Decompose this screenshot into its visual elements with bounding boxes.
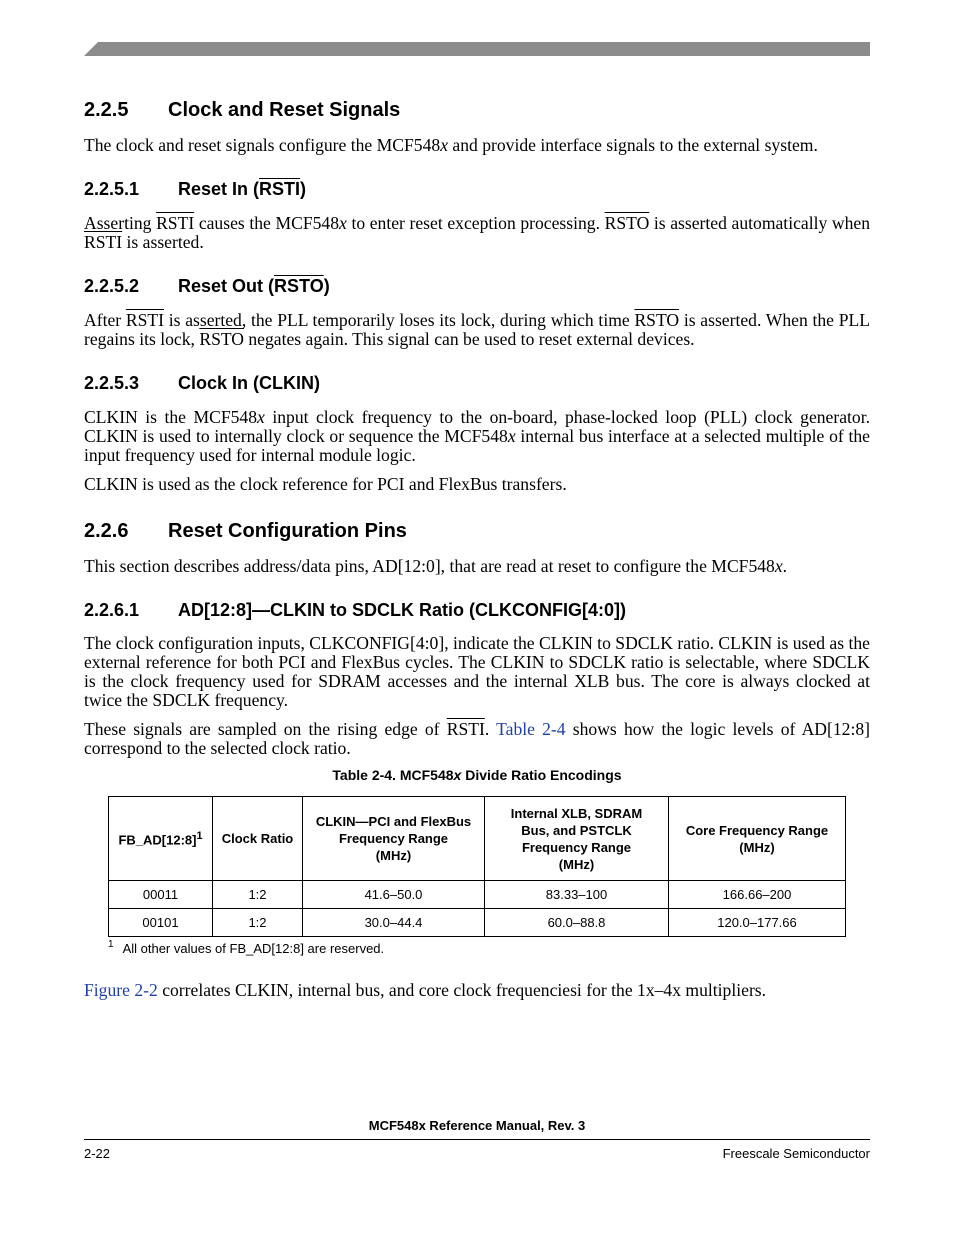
header-clock-ratio: Clock Ratio — [213, 797, 303, 881]
paragraph-2-2-6-1-b: These signals are sampled on the rising edge of RSTI. Table 2-4 shows how the logic levels of AD[12:8] correspond to the selected clock ratio. — [84, 719, 870, 758]
header-fb-ad: FB_AD[12:8]$^1$ — [109, 797, 213, 881]
section-heading-2-2-6-1: 2.2.6.1 AD[12:8]—CLKIN to SDCLK Ratio (CLKCONFIG[4:0]) — [84, 600, 626, 620]
section-heading-2-2-5-2: 2.2.5.2 Reset Out (RSTO) — [84, 276, 330, 296]
table-row — [109, 909, 846, 937]
footer-page-number: 2-22 — [84, 1146, 111, 1161]
cell-clkin-range: 30.0–44.4 — [303, 909, 485, 937]
paragraph-2-2-5-1: Asserting RSTI causes the MCF548x to enter reset exception processing. RSTO is asserted automatically when RSTI is asserted. — [84, 213, 871, 252]
table-row — [109, 881, 846, 909]
header-xlb-range: Internal XLB, SDRAM Bus, and PSTCLK Frequency Range (MHz) — [485, 797, 669, 881]
section-heading-2-2-6: 2.2.6 Reset Configuration Pins — [84, 520, 407, 542]
paragraph-2-2-6: This section describes address/data pins, AD[12:0], that are read at reset to configure the MCF548x. — [84, 556, 788, 576]
cell-clock-ratio: 1:2 — [213, 881, 303, 909]
figure-2-2-link[interactable]: Figure 2-2 — [84, 980, 158, 1000]
cell-xlb-range: 83.33–100 — [485, 881, 669, 909]
table-2-4-link[interactable]: Table 2-4 — [496, 719, 566, 739]
paragraph-2-2-5-2: After RSTI is asserted, the PLL temporarily loses its lock, during which time RSTO is asserted. When the PLL regains its lock, RSTO negates again. This signal can be used to reset external devices. — [84, 310, 870, 349]
cell-core-range: 120.0–177.66 — [669, 909, 846, 937]
section-heading-2-2-5-1: 2.2.5.1 Reset In (RSTI) — [84, 179, 307, 199]
paragraph-2-2-5-3-b: CLKIN is used as the clock reference for PCI and FlexBus transfers. — [84, 474, 567, 494]
cell-clock-ratio: 1:2 — [213, 909, 303, 937]
cell-clkin-range: 41.6–50.0 — [303, 881, 485, 909]
table-caption: Table 2-4. MCF548x Divide Ratio Encodings — [332, 767, 622, 783]
header-clkin-range: CLKIN—PCI and FlexBus Frequency Range (MHz) — [303, 797, 485, 881]
paragraph-2-2-5-3-a: CLKIN is the MCF548x input clock frequency to the on-board, phase-locked loop (PLL) clock generator. CLKIN is used to internally clock or sequence the MCF548x internal bus interface at a selected multiple of the input frequency used for internal module logic. — [84, 407, 871, 465]
divide-ratio-table — [108, 796, 846, 937]
section-heading-2-2-5-3: 2.2.5.3 Clock In (CLKIN) — [84, 373, 320, 393]
table-header-row — [109, 797, 846, 881]
cell-fb-ad: 00101 — [109, 909, 213, 937]
paragraph-figure-reference: Figure 2-2 correlates CLKIN, internal bus, and core clock frequenciesi for the 1x–4x multipliers. — [84, 980, 767, 1000]
section-heading-2-2-5: 2.2.5 Clock and Reset Signals — [84, 99, 401, 121]
paragraph-2-2-5: The clock and reset signals configure the MCF548x and provide interface signals to the external system. — [84, 135, 818, 155]
paragraph-2-2-6-1-a: The clock configuration inputs, CLKCONFIG[4:0], indicate the CLKIN to SDCLK ratio. CLKIN is used as the external reference for both PCI and FlexBus cycles. The CLKIN to SDCLK ratio is selectable, where SDCLK is the clock frequency used for SDRAM accesses and the internal XLB bus. The core is always clocked at twice the SDCLK frequency. — [84, 633, 870, 710]
header-core-range: Core Frequency Range (MHz) — [669, 797, 846, 881]
cell-core-range: 166.66–200 — [669, 881, 846, 909]
header-bar — [84, 42, 870, 56]
footer-divider — [84, 1139, 870, 1140]
cell-xlb-range: 60.0–88.8 — [485, 909, 669, 937]
cell-fb-ad: 00011 — [109, 881, 213, 909]
footer-manual-title: MCF548x Reference Manual, Rev. 3 — [368, 1118, 586, 1133]
footer-company: Freescale Semiconductor — [722, 1146, 870, 1161]
table-footnote: $^1$ All other values of FB_AD[12:8] are reserved. — [108, 939, 385, 956]
